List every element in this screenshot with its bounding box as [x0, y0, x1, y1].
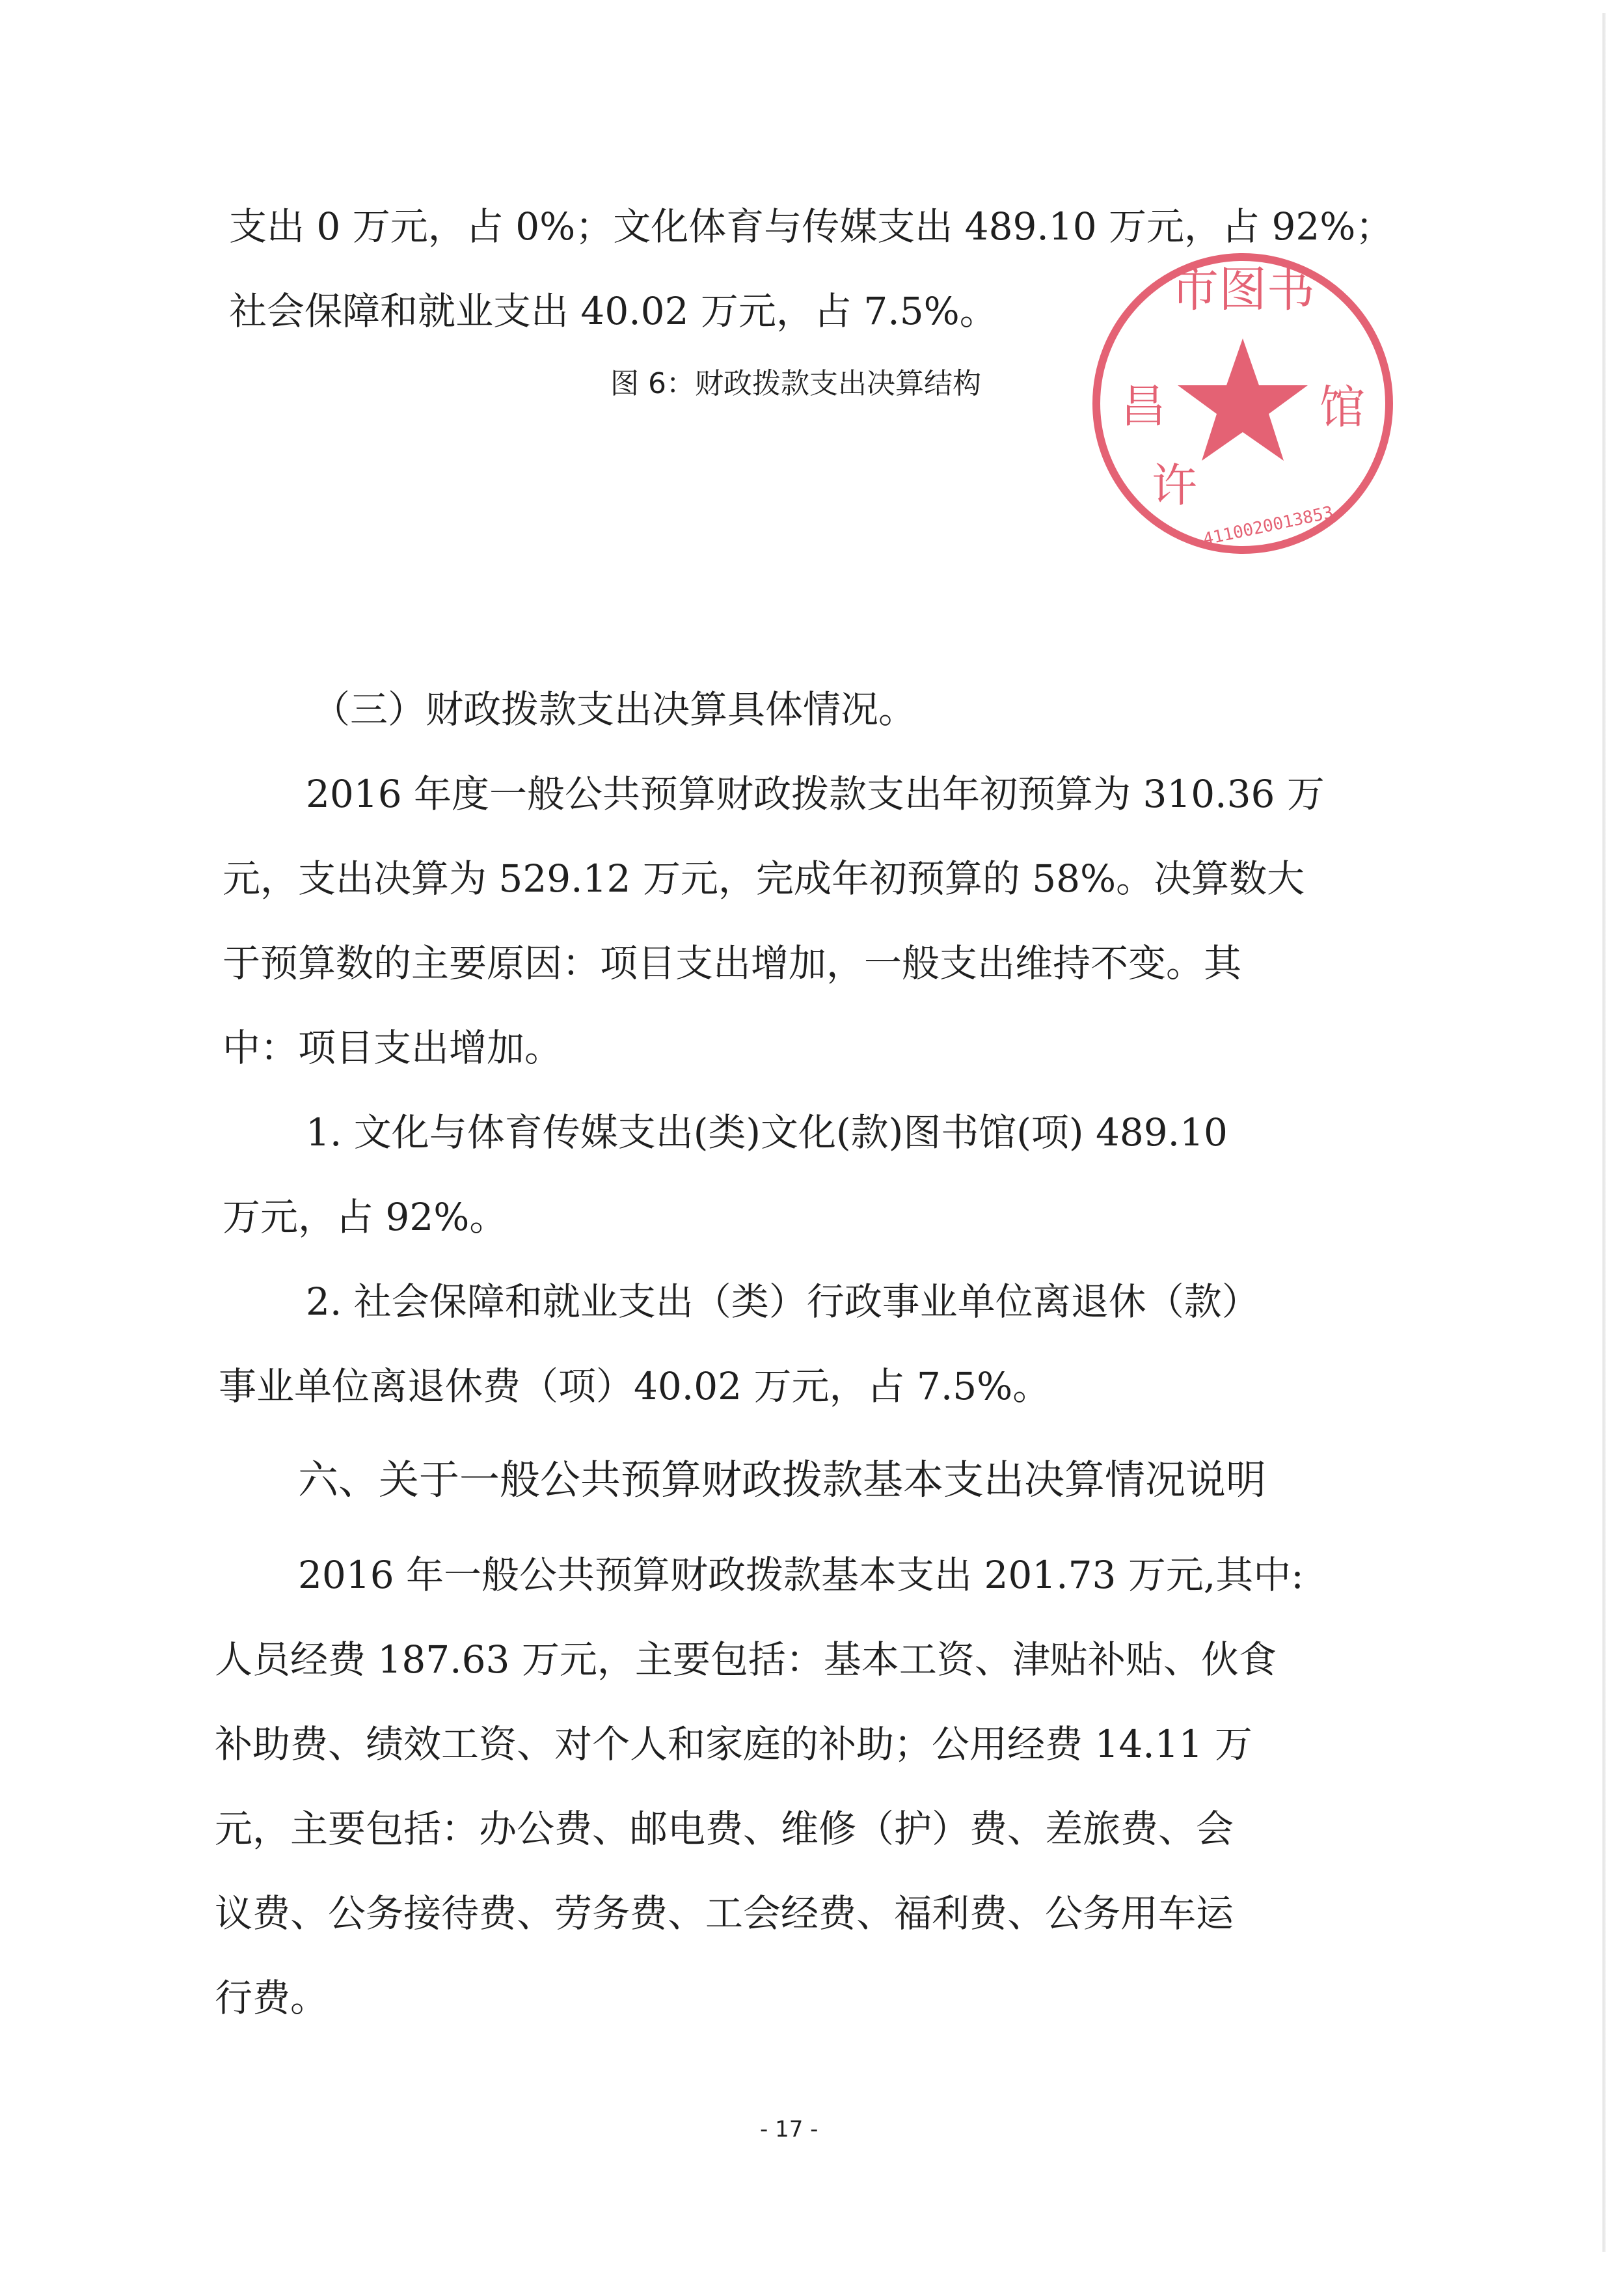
text-line: 2016 年度一般公共预算财政拨款支出年初预算为 310.36 万: [306, 772, 1325, 816]
text-line: 于预算数的主要原因：项目支出增加，一般支出维持不变。其: [223, 941, 1242, 985]
text-line: 元，支出决算为 529.12 万元，完成年初预算的 58%。决算数大: [223, 856, 1305, 901]
text-line: 补助费、绩效工资、对个人和家庭的补助；公用经费 14.11 万: [215, 1722, 1252, 1766]
seal-bottom-char: 许: [1152, 459, 1197, 512]
subheading: （三）财政拨款支出决算具体情况。: [312, 687, 917, 732]
list-item: 2. 社会保障和就业支出（类）行政事业单位离退休（款）: [306, 1279, 1260, 1324]
text-line: 社会保障和就业支出 40.02 万元，占 7.5%。: [229, 289, 997, 333]
section-heading: 六、关于一般公共预算财政拨款基本支出决算情况说明: [298, 1456, 1267, 1503]
seal-right-char: 馆: [1320, 381, 1365, 434]
text-line: 议费、公务接待费、劳务费、工会经费、福利费、公务用车运: [215, 1891, 1234, 1935]
figure-caption: 图 6：财政拨款支出决算结构: [610, 367, 981, 400]
text-line: 中：项目支出增加。: [223, 1026, 563, 1070]
official-seal: [1080, 241, 1405, 566]
seal-left-char: 昌: [1120, 379, 1166, 433]
page-number: - 17 -: [760, 2116, 819, 2142]
text-line: 行费。: [215, 1976, 329, 2020]
list-item: 1. 文化与体育传媒支出(类)文化(款)图书馆(项) 489.10: [306, 1110, 1228, 1155]
text-line: 人员经费 187.63 万元，主要包括：基本工资、津贴补贴、伙食: [215, 1637, 1277, 1682]
text-line: 2016 年一般公共预算财政拨款基本支出 201.73 万元,其中:: [298, 1553, 1304, 1597]
text-line: 万元，占 92%。: [223, 1195, 508, 1239]
scan-edge-shadow: [1602, 13, 1606, 2252]
text-line: 事业单位离退休费（项）40.02 万元，占 7.5%。: [219, 1364, 1051, 1408]
seal-star-icon: [1178, 338, 1308, 461]
text-line: 元，主要包括：办公费、邮电费、维修（护）费、差旅费、会: [215, 1807, 1234, 1851]
seal-code: 4110020013853: [1201, 502, 1335, 550]
text-line: 支出 0 万元，占 0%；文化体育与传媒支出 489.10 万元，占 92%；: [229, 204, 1394, 249]
seal-top-text: 市图书: [1171, 262, 1315, 318]
